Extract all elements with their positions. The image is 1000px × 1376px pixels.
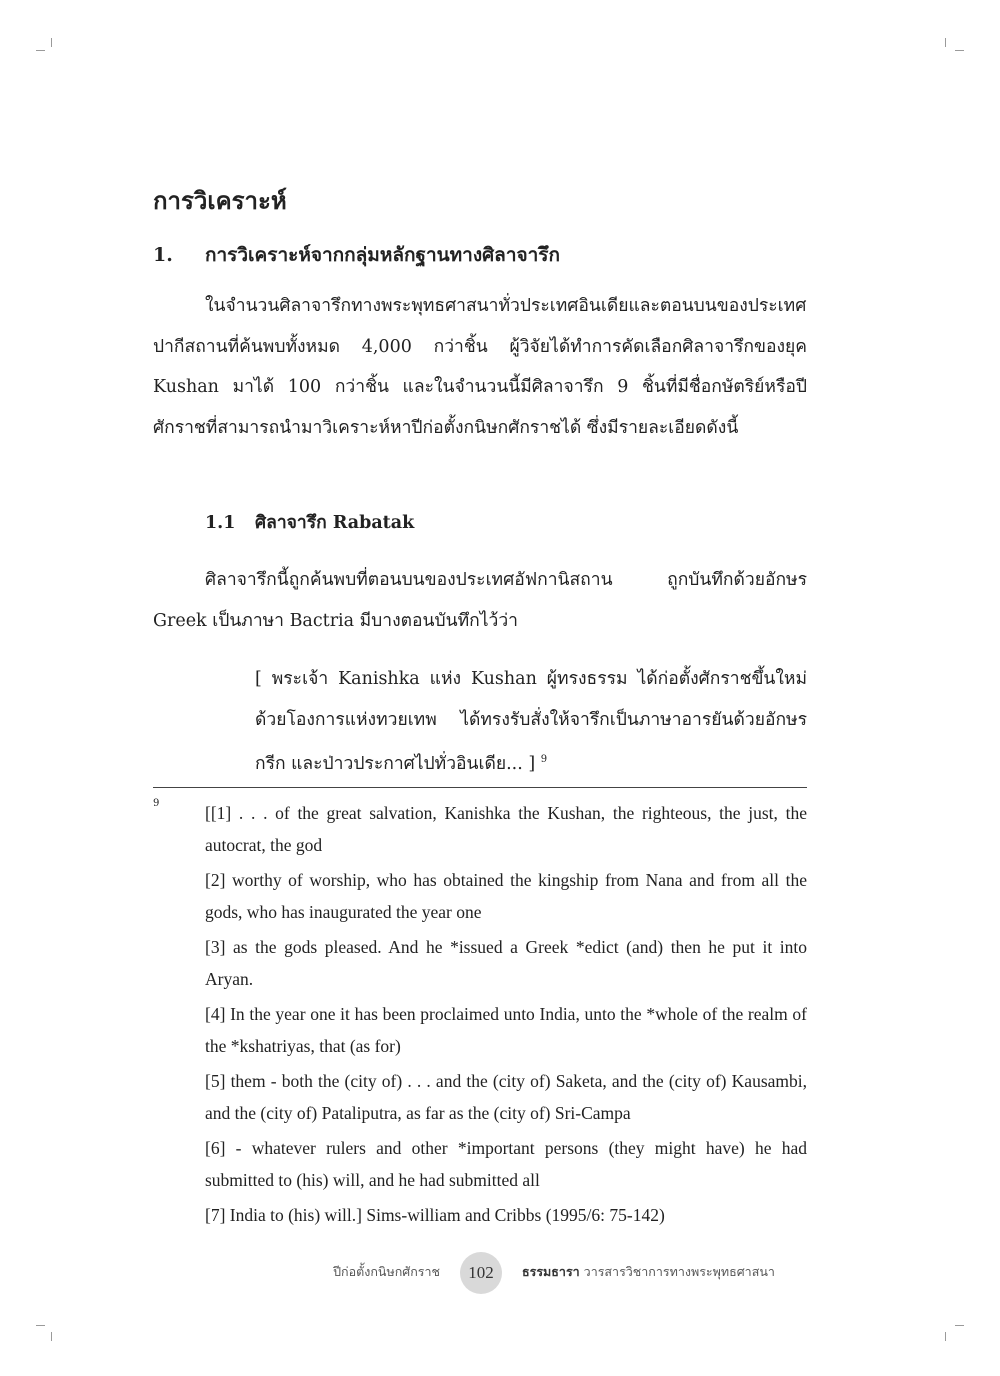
crop-mark-bottom-right <box>945 1332 946 1341</box>
quote-text: [ พระเจ้า Kanishka แห่ง Kushan ผู้ทรงธรรม ได้ก่อตั้งศักราชขึ้นใหม่ด้วยโองการแห่งทวยเทพ ได้ทรงรับสั่งให้จารึกเป็นภาษาอารยันด้วยอักษรกรีก และป่าวประกาศไปทั่วอินเดีย... ] <box>255 669 807 774</box>
crop-mark-top-right <box>945 38 946 47</box>
footnote-line: [5] them - both the (city of) . . . and the (city of) Saketa, and the (city of) Kausambi, and the (city of) Pataliputra, as far as the (city of) Sri-Campa <box>205 1071 807 1123</box>
footnote-marker: 9 <box>153 798 160 809</box>
footnote-reference[interactable]: 9 <box>540 754 548 765</box>
body-paragraph-2: ศิลาจารึกนี้ถูกค้นพบที่ตอนบนของประเทศอัฟกานิสถาน ถูกบันทึกด้วยอักษร Greek เป็นภาษา Bactria มีบางตอนบันทึกไว้ว่า <box>153 570 807 631</box>
footnote-divider <box>153 787 807 788</box>
page-number: 102 <box>468 1263 494 1282</box>
journal-info <box>522 1262 775 1282</box>
block-quote <box>255 659 807 784</box>
body-paragraph-1: ในจำนวนศิลาจารึกทางพระพุทธศาสนาทั่วประเทศอินเดียและตอนบนของประเทศปากีสถานที่ค้นพบทั้งหมด 4,000 กว่าชิ้น ผู้วิจัยได้ทำการคัดเลือกศิลาจารึกของยุค Kushan มาได้ 100 กว่าชิ้น และในจำนวนนี้มีศิลาจารึก 9 ชิ้นที่มีชื่อกษัตริย์หรือปีศักราชที่สามารถนำมาวิเคราะห์หาปีก่อตั้งกนิษกศักราชได้ ซึ่งมีรายละเอียดดังนี้ <box>153 296 807 438</box>
crop-mark-top-left <box>51 38 52 47</box>
footnote-line: [2] worthy of worship, who has obtained the kingship from Nana and from all the gods, who has inaugurated the year one <box>205 870 807 922</box>
section-title: การวิเคราะห์ <box>153 186 287 215</box>
journal-subtitle: วารสารวิชาการทางพระพุทธศาสนา <box>583 1264 775 1279</box>
crop-mark-bottom-right-h <box>955 1325 964 1326</box>
footnote-line: [4] In the year one it has been proclaimed unto India, unto the *whole of the realm of the *kshatriyas, that (as for) <box>205 1004 807 1056</box>
subsection-title: การวิเคราะห์จากกลุ่มหลักฐานทางศิลาจารึก <box>205 244 560 266</box>
footnote-block <box>205 798 807 1236</box>
subsubsection-title: ศิลาจารึก Rabatak <box>255 513 415 533</box>
crop-mark-bottom-left-h <box>36 1325 45 1326</box>
subsection-number: 1. <box>153 244 173 266</box>
crop-mark-bottom-left <box>51 1332 52 1341</box>
footnote-line: [3] as the gods pleased. And he *issued a Greek *edict (and) then he put it into Aryan. <box>205 937 807 989</box>
footnote-line: [6] - whatever rulers and other *important persons (they might have) he had submitted to (his) will, and he had submitted all <box>205 1138 807 1190</box>
subsubsection-number: 1.1 <box>205 513 236 533</box>
footnote-line: [7] India to (his) will.] Sims-william and Cribbs (1995/6: 75-142) <box>205 1205 665 1225</box>
page-number-badge <box>460 1252 502 1294</box>
running-title: ปีก่อตั้งกนิษกศักราช <box>333 1264 440 1279</box>
subsubsection-heading <box>205 506 414 540</box>
page-footer <box>0 1252 1000 1292</box>
crop-mark-top-right-h <box>955 50 964 51</box>
journal-name: ธรรมธารา <box>522 1264 580 1279</box>
subsection-heading <box>153 240 560 270</box>
footnote-line: [[1] . . . of the great salvation, Kanishka the Kushan, the righteous, the just, the autocrat, the god <box>205 803 807 855</box>
crop-mark-top-left-h <box>36 50 45 51</box>
